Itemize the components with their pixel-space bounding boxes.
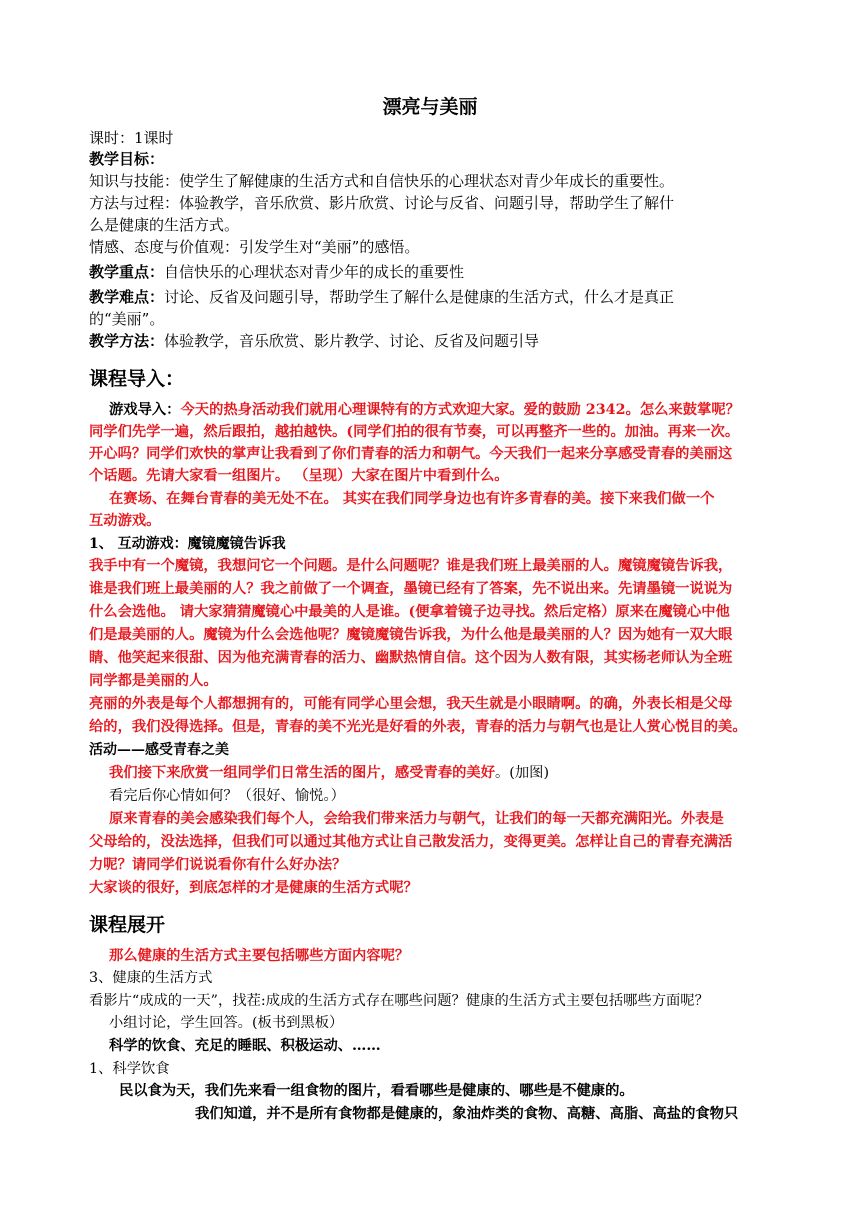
food-intro: 民以食为天，我们先来看一组食物的图片，看看哪些是健康的、哪些是不健康的。	[119, 1083, 634, 1099]
lesson-time: 课时：1课时	[89, 129, 174, 147]
focus-text: 自信快乐的心理状态对青少年的成长的重要性	[164, 263, 465, 281]
mirror-line-4: 们是最美丽的人。魔镜为什么会选他呢？魔镜魔镜告诉我，为什么他是最美丽的人？因为她有一双大眼	[89, 627, 733, 643]
appearance-line-2: 给的，我们没得选择。但是，青春的美不光光是好看的外表，青春的活力与朝气也是让人赏心悦目的美。	[89, 719, 747, 735]
difficulty-text-cont: 的“美丽”。	[89, 310, 165, 328]
youth-line-3: 力呢？请同学们说说看你有什么好办法？	[89, 857, 347, 873]
intro-text: 今天的热身活动我们就用心理课特有的方式欢迎大家。爱的鼓励 2342。怎么来鼓掌呢？	[180, 402, 740, 418]
game-item-heading: 1、 互动游戏：魔镜魔镜告诉我	[89, 536, 286, 552]
difficulty-text: 讨论、反省及问题引导，帮助学生了解什么是健康的生活方式，什么才是真正	[164, 288, 675, 306]
intro-paragraph-2: 在赛场、在舞台青春的美无处不在。 其实在我们同学身边也有许多青春的美。接下来我们做一个	[109, 491, 715, 507]
teaching-difficulty	[89, 287, 674, 308]
group-discussion: 小组讨论，学生回答。(板书到黑板）	[109, 1015, 344, 1031]
objective-emotion: 情感、态度与价值观：引发学生对“美丽”的感悟。	[89, 238, 420, 256]
focus-label: 教学重点：	[89, 263, 165, 281]
page-title: 漂亮与美丽	[382, 96, 478, 118]
mirror-line-1: 我手中有一个魔镜，我想问它一个问题。是什么问题呢？谁是我们班上最美丽的人。魔镜魔镜告诉我，	[89, 558, 733, 574]
lifestyle-summary: 科学的饮食、充足的睡眠、积极运动、……	[109, 1038, 381, 1054]
lifestyle-item: 3、健康的生活方式	[89, 970, 213, 986]
youth-line-2: 父母给的，没法选择，但我们可以通过其他方式让自己散发活力，变得更美。怎样让自己的青春充满活	[89, 834, 733, 850]
photo-note: 。(加图)	[495, 765, 550, 781]
intro-paragraph-1	[109, 400, 740, 421]
teaching-methods	[89, 331, 539, 352]
mirror-line-6: 同学都是美丽的人。	[89, 673, 218, 689]
mirror-line-3: 什么会选他。 请大家猜猜魔镜心中最美的人是谁。(便拿着镜子边寻找。然后定格）原来在魔镜心中他	[89, 604, 730, 620]
activity-heading: 活动——感受青春之美	[89, 742, 229, 758]
intro-line-2: 同学们先学一遍，然后跟拍，越拍越快。(同学们拍的很有节奏，可以再整齐一些的。加油。再来一次。	[89, 424, 740, 440]
mirror-line-2: 谁是我们班上最美丽的人？我之前做了一个调查，墨镜已经有了答案，先不说出来。先请墨镜一说说为	[89, 581, 733, 597]
lifestyle-question: 大家谈的很好，到底怎样的才是健康的生活方式呢？	[89, 880, 418, 896]
intro-heading: 课程导入：	[89, 368, 185, 390]
photo-paragraph	[109, 763, 549, 784]
intro-line-4: 个话题。先请大家看一组图片。 （呈现）大家在图片中看到什么。	[89, 468, 509, 484]
difficulty-label: 教学难点：	[89, 288, 165, 306]
objective-knowledge: 知识与技能：使学生了解健康的生活方式和自信快乐的心理状态对青少年成长的重要性。	[89, 172, 675, 190]
mirror-line-5: 睛、他笑起来很甜、因为他充满青春的活力、幽默热情自信。这个因为人数有限，其实杨老师认为全班	[89, 650, 733, 666]
methods-text: 体验教学，音乐欣赏、影片教学、讨论、反省及问题引导	[164, 332, 540, 350]
objective-method: 方法与过程：体验教学，音乐欣赏、影片欣赏、讨论与反省、问题引导，帮助学生了解什	[89, 194, 675, 212]
objectives-label: 教学目标：	[89, 150, 165, 168]
youth-line-1: 原来青春的美会感染我们每个人，会给我们带来活力与朝气，让我们的每一天都充满阳光。外表是	[109, 811, 724, 827]
objective-method-cont: 么是健康的生活方式。	[89, 216, 240, 234]
develop-question: 那么健康的生活方式主要包括哪些方面内容呢？	[109, 948, 410, 964]
photo-text: 我们接下来欣赏一组同学们日常生活的图片，感受青春的美好	[109, 765, 496, 781]
diet-item: 1、科学饮食	[89, 1061, 170, 1077]
feeling-question: 看完后你心情如何？（很好、愉悦。）	[109, 788, 345, 804]
teaching-focus	[89, 262, 464, 283]
intro-paragraph-2-cont: 互动游戏。	[89, 513, 161, 529]
appearance-line-1: 亮丽的外表是每个人都想拥有的，可能有同学心里会想，我天生就是小眼睛啊。的确，外表长相是父母	[89, 696, 733, 712]
intro-line-3: 开心吗？同学们欢快的掌声让我看到了你们青春的活力和朝气。今天我们一起来分享感受青春的美丽这	[89, 446, 733, 462]
film-question: 看影片“成成的一天”，找茬:成成的生活方式存在哪些问题？健康的生活方式主要包括哪些方面呢？	[89, 993, 709, 1009]
develop-heading: 课程展开	[89, 914, 166, 936]
game-label: 游戏导入：	[109, 402, 181, 418]
food-explanation: 我们知道，并不是所有食物都是健康的，象油炸类的食物、高糖、高脂、高盐的食物只	[195, 1106, 739, 1122]
methods-label: 教学方法：	[89, 332, 165, 350]
